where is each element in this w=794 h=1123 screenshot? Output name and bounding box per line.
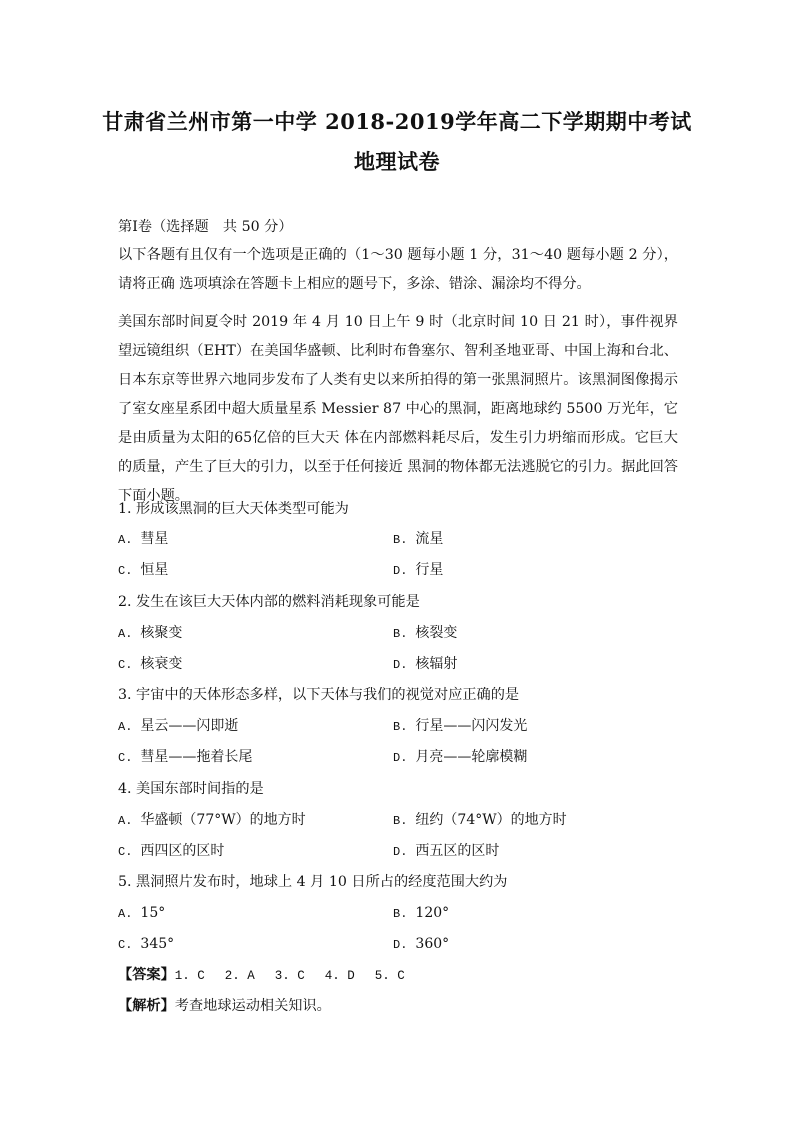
option-b [393,530,443,549]
option-c [118,561,168,580]
option-b [393,624,457,643]
answer-label: 【答案】 [118,967,175,983]
section-heading: 第Ⅰ卷（选择题 共 50 分） [118,219,293,235]
option-a [118,811,306,830]
option-c [118,935,174,954]
option-letter: B. [393,627,408,641]
option-letter: D. [393,845,408,859]
analysis-text: 考查地球运动相关知识。 [174,998,331,1014]
option-letter: C. [118,564,133,578]
analysis-label: 【解析】 [118,998,175,1014]
passage-paragraph: 美国东部时间夏令时 2019 年 4 月 10 日上午 9 时（北京时间 10 日 21 时），事件视界望远镜组织（EHT）在美国华盛顿、比利时布鲁塞尔、智利圣地亚哥、中国上海和台北、日本东京等世界六地同步发布了人类有史以来所拍得的第一张黑洞照片。该黑洞图像揭示了室女座星系团中超大质量星系 Messier 87 中心的黑洞，距离地球约 5500 万光年，它是由质量为太阳的65亿倍的巨大天 体在内部燃料耗尽后，发生引力坍缩而形成。它巨大的质量，产生了巨大的引力，以至于任何接近 黑洞的物体都无法逃脱它的引力。据此回答下面小题。 [118,314,678,504]
option-letter: A. [118,533,133,547]
option-d [393,935,449,954]
question-stem: 1. 形成该黑洞的巨大天体类型可能为 [118,501,349,517]
option-text: 纽约（74°W）的地方时 [415,812,567,828]
option-a [118,530,168,549]
analysis-line [118,997,331,1015]
option-letter: D. [393,658,408,672]
option-a [118,624,182,643]
option-text: 15° [140,905,166,921]
instructions-paragraph: 以下各题有且仅有一个选项是正确的（1～30 题每小题 1 分，31～40 题每小题 2 分），请将正确 选项填涂在答题卡上相应的题号下，多涂、错涂、漏涂均不得分。 [118,247,678,292]
option-letter: B. [393,907,408,921]
option-letter: C. [118,845,133,859]
option-c [118,655,182,674]
question-stem: 5. 黑洞照片发布时，地球上 4 月 10 日所占的经度范围大约为 [118,874,508,890]
option-text: 行星——闪闪发光 [415,718,528,734]
option-text: 345° [140,936,175,952]
option-text: 120° [415,905,450,921]
option-d [393,561,443,580]
option-text: 核衰变 [140,656,183,672]
option-text: 彗星——拖着长尾 [140,749,253,765]
option-letter: B. [393,720,408,734]
option-letter: B. [393,814,408,828]
option-text: 流星 [415,531,444,547]
option-c [118,748,252,767]
option-text: 核裂变 [415,625,458,641]
option-letter: D. [393,564,408,578]
option-b [393,811,567,830]
option-text: 西四区的区时 [140,843,225,859]
option-text: 星云——闪即逝 [140,718,239,734]
option-letter: D. [393,938,408,952]
option-letter: A. [118,907,133,921]
option-letter: C. [118,938,133,952]
option-text: 恒星 [140,562,169,578]
option-d [393,748,527,767]
option-b [393,717,527,736]
document-title: 甘肃省兰州市第一中学 2018-2019学年高二下学期期中考试 [102,109,692,134]
option-d [393,842,499,861]
document-subtitle: 地理试卷 [354,149,440,174]
option-letter: A. [118,720,133,734]
option-letter: C. [118,751,133,765]
question-stem: 4. 美国东部时间指的是 [118,781,264,797]
option-letter: D. [393,751,408,765]
option-letter: C. [118,658,133,672]
option-letter: A. [118,627,133,641]
option-letter: B. [393,533,408,547]
question-stem: 2. 发生在该巨大天体内部的燃料消耗现象可能是 [118,594,420,610]
option-text: 核辐射 [415,656,458,672]
option-text: 行星 [415,562,444,578]
option-d [393,655,457,674]
option-text: 华盛顿（77°W）的地方时 [140,812,306,828]
option-text: 核聚变 [140,625,183,641]
option-text: 360° [415,936,450,952]
option-c [118,842,224,861]
question-stem: 3. 宇宙中的天体形态多样，以下天体与我们的视觉对应正确的是 [118,687,520,703]
answer-text: 1. C 2. A 3. C 4. D 5. C [174,969,405,983]
option-b [393,904,449,923]
option-letter: A. [118,814,133,828]
answer-line [118,966,405,985]
option-a [118,904,165,923]
option-a [118,717,238,736]
option-text: 彗星 [140,531,169,547]
option-text: 月亮——轮廓模糊 [415,749,528,765]
option-text: 西五区的区时 [415,843,500,859]
